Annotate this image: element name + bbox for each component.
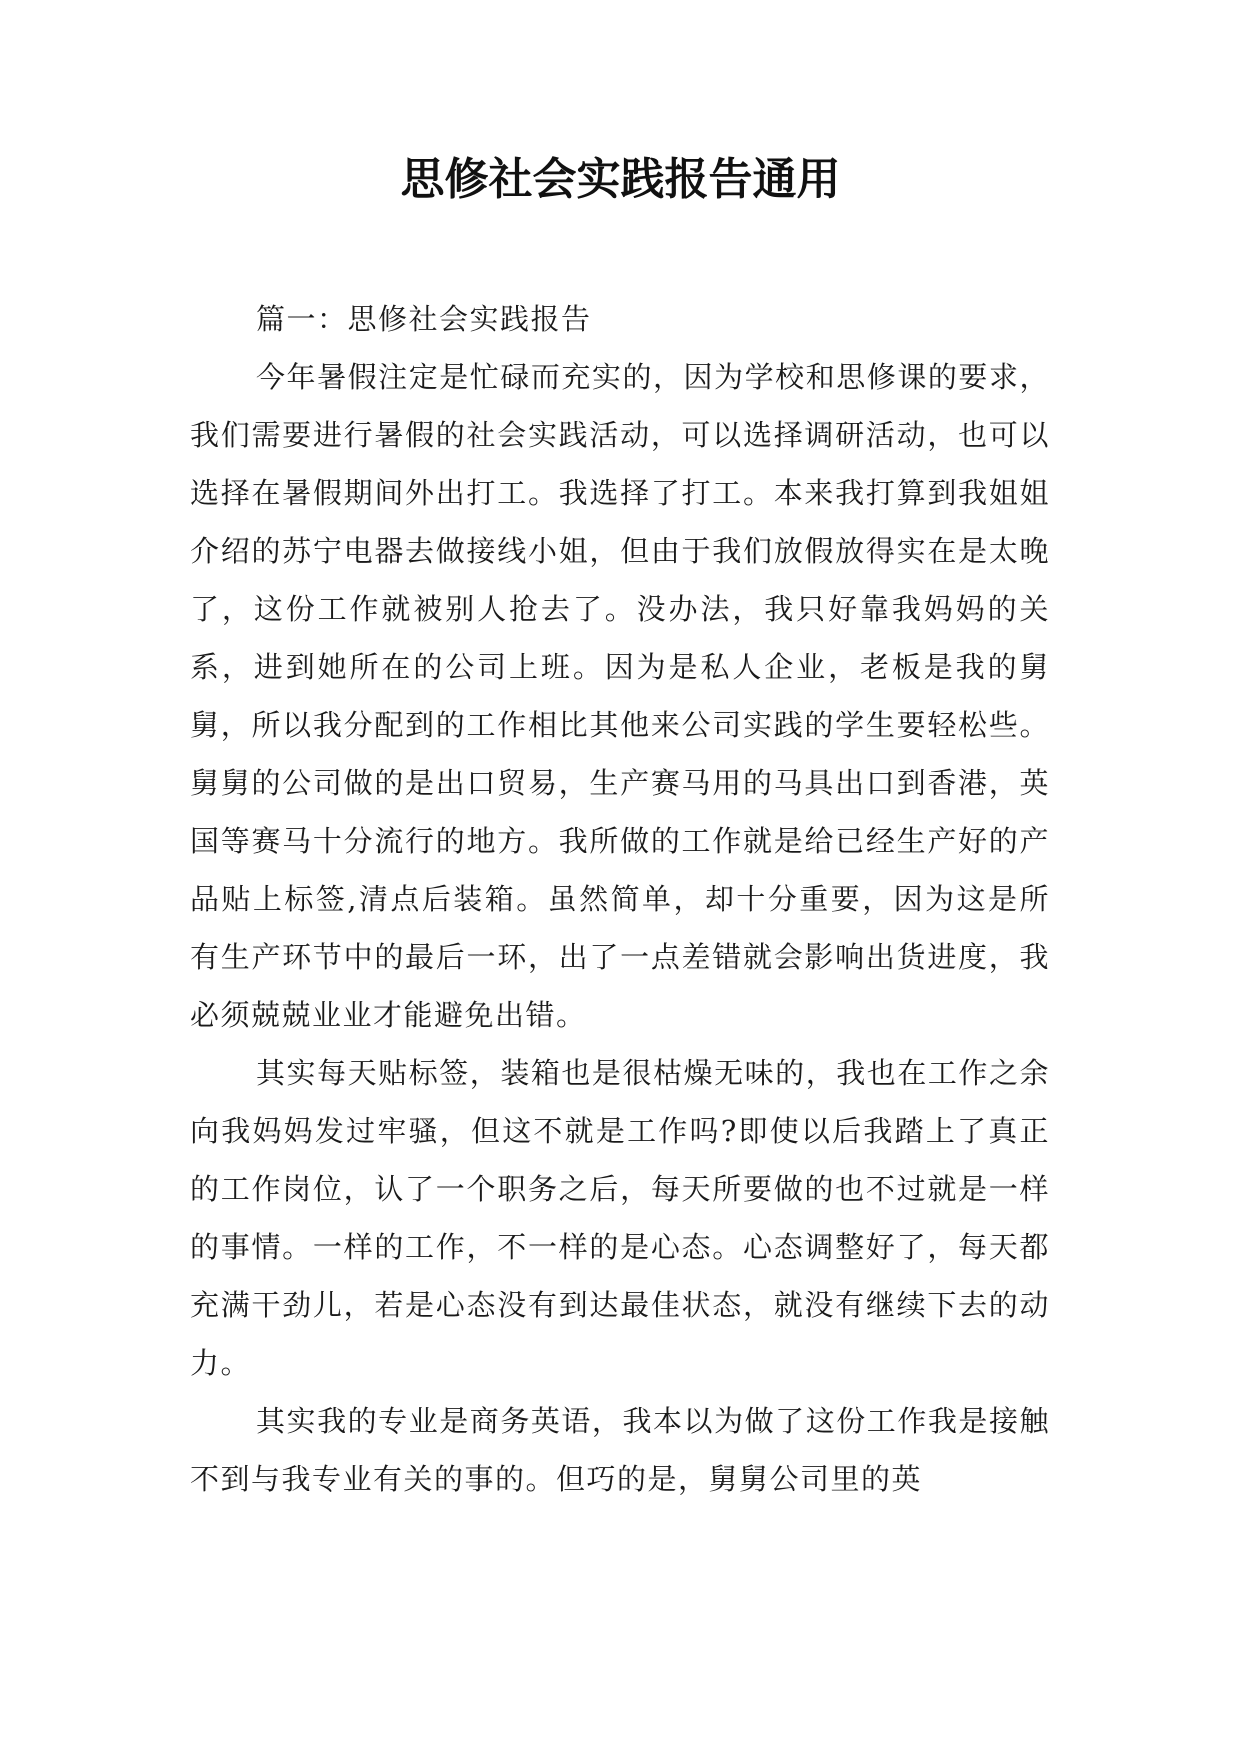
section-heading: 篇一：思修社会实践报告 xyxy=(256,302,592,336)
paragraph-1: 今年暑假注定是忙碌而充实的，因为学校和思修课的要求，我们需要进行暑假的社会实践活动，可以选择调研活动，也可以选择在暑假期间外出打工。我选择了打工。本来我打算到我姐姐介绍的苏宁电器去做接线小姐，但由于我们放假放得实在是太晚了，这份工作就被别人抢去了。没办法，我只好靠我妈妈的关系，进到她所在的公司上班。因为是私人企业，老板是我的舅舅，所以我分配到的工作相比其他来公司实践的学生要轻松些。舅舅的公司做的是出口贸易，生产赛马用的马具出口到香港，英国等赛马十分流行的地方。我所做的工作就是给已经生产好的产品贴上标签,清点后装箱。虽然简单，却十分重要，因为这是所有生产环节中的最后一环，出了一点差错就会影响出货进度，我必须兢兢业业才能避免出错。 xyxy=(190,360,1050,1032)
paragraph-2: 其实每天贴标签，装箱也是很枯燥无味的，我也在工作之余向我妈妈发过牢骚，但这不就是工作吗?即使以后我踏上了真正的工作岗位，认了一个职务之后，每天所要做的也不过就是一样的事情。一样的工作，不一样的是心态。心态调整好了，每天都充满干劲儿，若是心态没有到达最佳状态，就没有继续下去的动力。 xyxy=(190,1056,1050,1380)
document-title: 思修社会实践报告通用 xyxy=(400,154,841,205)
document-body xyxy=(190,290,1050,1508)
paragraph-3: 其实我的专业是商务英语，我本以为做了这份工作我是接触不到与我专业有关的事的。但巧的是，舅舅公司里的英 xyxy=(190,1404,1050,1496)
